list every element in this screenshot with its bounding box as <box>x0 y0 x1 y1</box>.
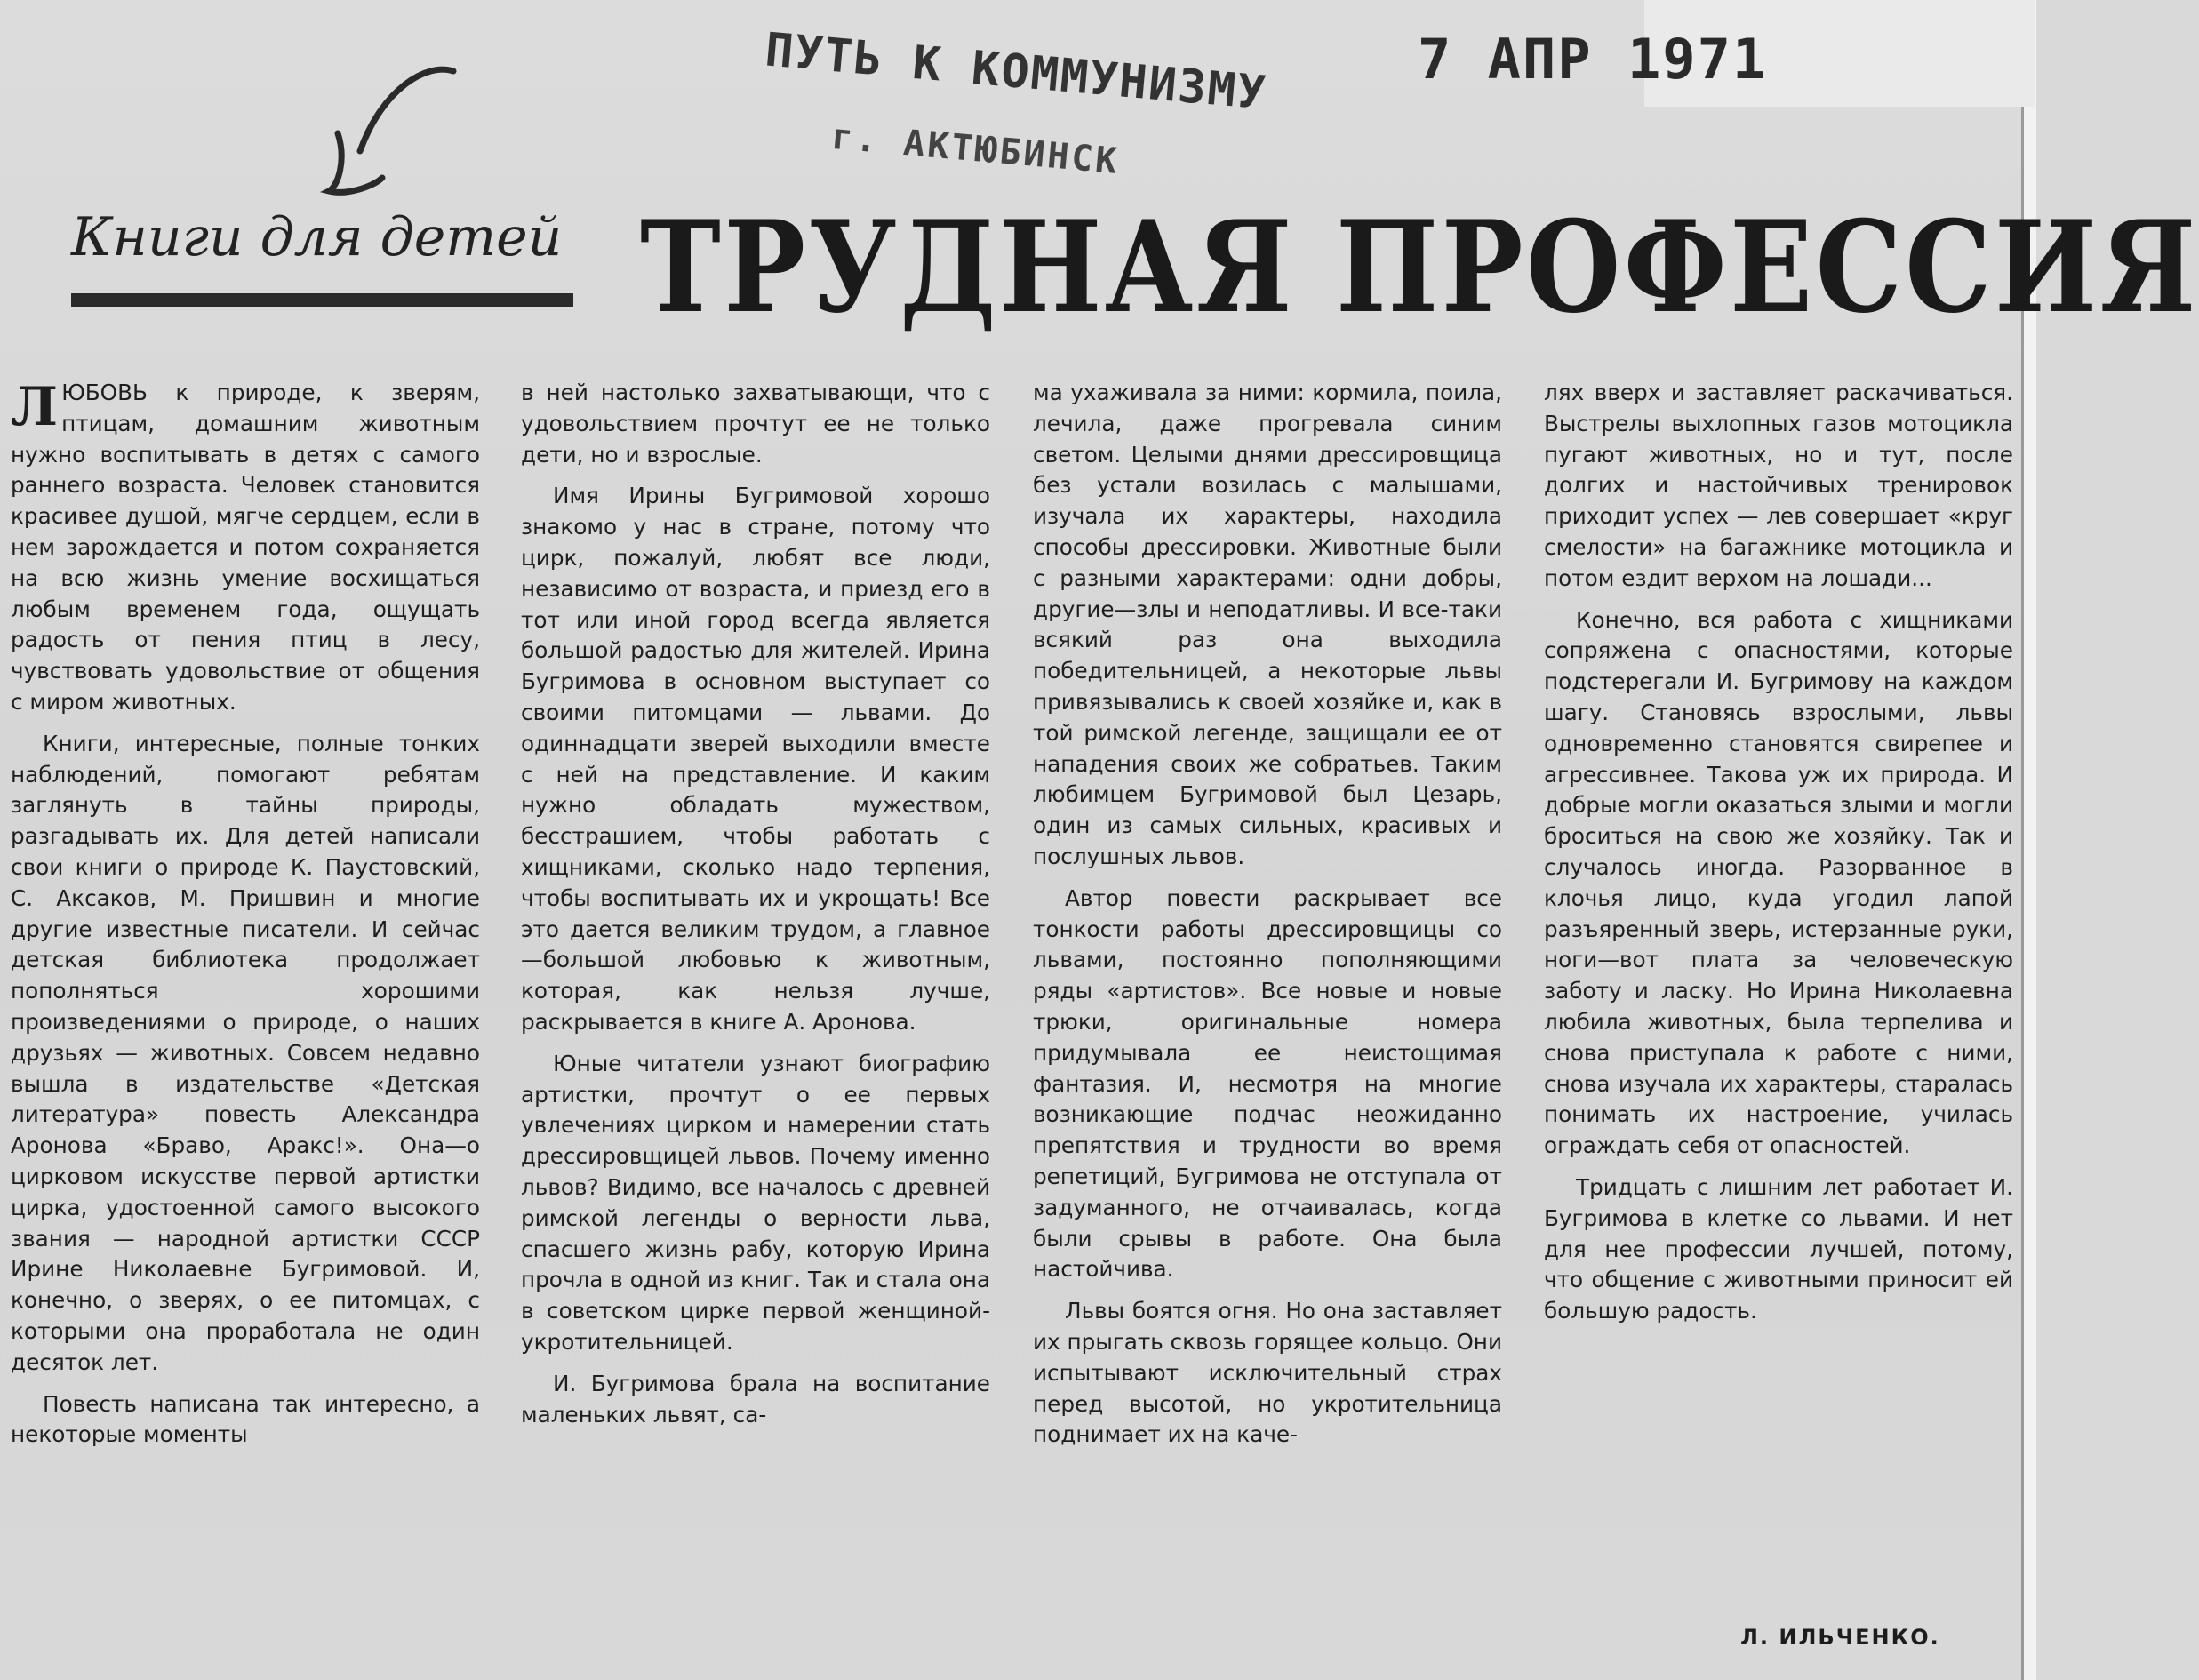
article-paragraph: лях вверх и заставляет раскачиваться. Выстрелы выхлопных газов мотоцикла пугают животных, но и тут, после долгих и настойчивых тренировок приходит успех — лев совершает «круг смелости» на багажнике мотоцикла и потом ездит верхом на лошади... <box>1544 380 2013 591</box>
stamp-city: г. АКТЮБИНСК <box>829 116 1122 183</box>
newspaper-stamp: ПУТЬ К КОММУНИЗМУ <box>763 23 1269 121</box>
rubric-underline <box>71 293 573 307</box>
article-column-1 <box>11 378 480 1451</box>
article-paragraph: Юные читатели узнают биографию артистки, прочтут о ее первых увлечениях цирком и намерении стать дрессировщицей львов. Почему именно львов? Видимо, все началось с древней римской легенды о верности льва, спасшего жизнь рабу, которую Ирина прочла в одной из книг. Так и стала она в советском цирке первой женщиной-укротительницей. <box>521 1050 990 1355</box>
article-paragraph: Автор повести раскрывает все тонкости работы дрессировщицы со львами, постоянно пополняющими ряды «артистов». Все новые и новые трюки, оригинальные номера придумывала ее неистощимая фантазия. И, несмотря на многие возникающие подчас неожиданно препятствия и трудности во время репетиций, Бугримова не отступала от задуманного, не отчаивалась, когда были срывы в работе. Она была настойчива. <box>1033 884 1502 1283</box>
article-column-2 <box>521 378 990 1430</box>
article-paragraph <box>11 378 480 718</box>
drop-cap: Л <box>11 376 59 438</box>
article-author: Л. ИЛЬЧЕНКО. <box>1740 1625 1940 1650</box>
paragraph-text: ЮБОВЬ к природе, к зверям, птицам, домашним животным нужно воспитывать в детях с самого раннего возраста. Человек становится красивее душой, мягче сердцем, если в нем зарождается и потом сохраняется на всю жизнь умение восхищаться любым временем года, ощущать радость от пения птиц в лесу, чувствовать удовольствие от общения с миром животных. <box>11 380 480 715</box>
article-paragraph: Имя Ирины Бугримовой хорошо знакомо у нас в стране, потому что цирк, пожалуй, любят все люди, независимо от возраста, и приезд его в тот или иной город всегда является большой радостью для жителей. Ирина Бугримова в основном выступает со своими питомцами — львами. До одиннадцати зверей выходили вместе с ней на представление. И каким нужно обладать мужеством, бесстрашием, чтобы работать с хищниками, сколько надо терпения, чтобы воспитывать их и укрощать! Все это дается великим трудом, а главное—большой любовью к животным, которая, как нельзя лучше, раскрывается в книге А. Аронова. <box>521 483 990 1035</box>
article-paragraph: Львы боятся огня. Но она заставляет их прыгать сквозь горящее кольцо. Они испытывают исключительный страх перед высотой, но укротительница поднимает их на каче- <box>1033 1298 1502 1448</box>
date-stamp: 7 АПР 1971 <box>1418 27 1768 92</box>
article-paragraph: ма ухаживала за ними: кормила, поила, лечила, даже прогревала синим светом. Целыми днями дрессировщица без устали возилась с малышами, изучала их характеры, находила способы дрессировки. Животные были с разными характерами: одни добры, другие—злы и неподатливы. И все-таки всякий раз она выходила победительницей, а некоторые львы привязывались к своей хозяйке и, как в той римской легенде, защищали ее от нападения своих же собратьев. Таким любимцем Бугримовой был Цезарь, один из самых сильных, красивых и послушных львов. <box>1033 380 1502 869</box>
article-paragraph: Конечно, вся работа с хищниками сопряжена с опасностями, которые подстерегали И. Бугримову на каждом шагу. Становясь взрослыми, львы одновременно становятся свирепее и агрессивнее. Такова уж их природа. И добрые могли оказаться злыми и могли броситься на свою же хозяйку. Так и случалось иногда. Разорванное в клочья лицо, куда угодил лапой разъяренный зверь, истерзанные руки, ноги—вот плата за человеческую заботу и ласку. Но Ирина Николаевна любила животных, была терпелива и снова приступала к работе с ними, снова изучала их характеры, старалась понимать их настроение, училась ограждать себя от опасностей. <box>1544 606 2013 1159</box>
article-paragraph: Повесть написана так интересно, а некоторые моменты <box>11 1390 480 1448</box>
article-paragraph: в ней настолько захватывающи, что с удовольствием прочтут ее не только дети, но и взрослые. <box>521 380 990 468</box>
rubric-title: Книги для детей <box>71 206 563 268</box>
article-paragraph: Тридцать с лишним лет работает И. Бугримова в клетке со львами. И нет для нее профессии лучшей, потому, что общение с животными приносит ей большую радость. <box>1544 1173 2013 1324</box>
article-headline: ТРУДНАЯ ПРОФЕССИЯ <box>640 194 2199 341</box>
article-column-4 <box>1544 378 2013 1327</box>
pencil-mark-icon <box>320 53 462 196</box>
article-paragraph: Книги, интересные, полные тонких наблюдений, помогают ребятам заглянуть в тайны природы, разгадывать их. Для детей написали свои книги о природе К. Паустовский, С. Аксаков, М. Пришвин и многие другие известные писатели. И сейчас детская библиотека продолжает пополняться хорошими произведениями о природе, о наших друзьях — животных. Совсем недавно вышла в издательстве «Детская литература» повесть Александра Аронова «Браво, Аракс!». Она—о цирковом искусстве первой артистки цирка, удостоенной самого высокого звания — народной артистки СССР Ирине Николаевне Бугримовой. И, конечно, о зверях, о ее питомцах, с которыми она проработала не один десяток лет. <box>11 730 480 1375</box>
article-paragraph: И. Бугримова брала на воспитание маленьких львят, са- <box>521 1370 990 1428</box>
article-column-3 <box>1033 378 1502 1451</box>
